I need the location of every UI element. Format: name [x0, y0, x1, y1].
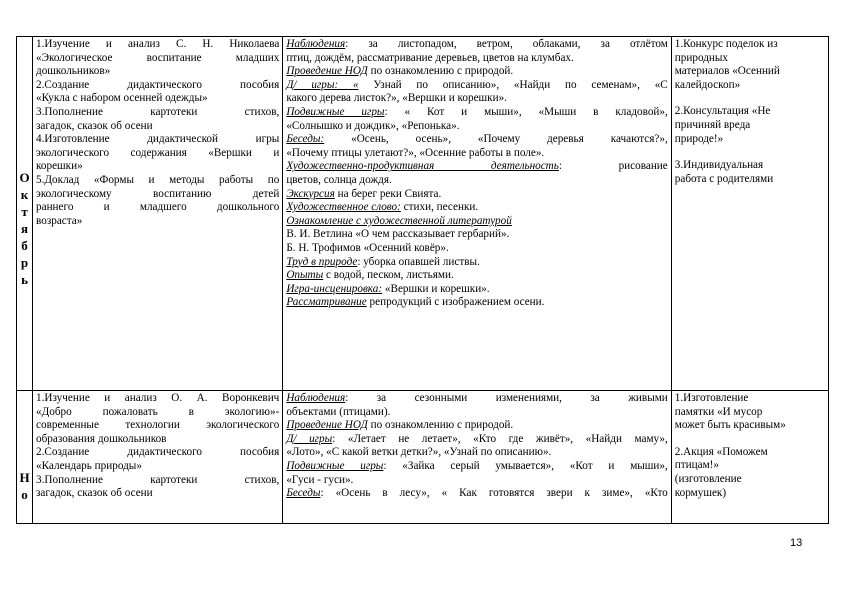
- activity-line: [286, 256, 667, 270]
- activity-text: : «Осень в лесу», « Как готовятся звери к зиме», «Кто: [320, 487, 668, 500]
- activity-text: : рисование: [558, 160, 668, 173]
- activity-keyword: Беседы: [286, 487, 321, 500]
- month-letter: Н: [19, 470, 30, 485]
- family-line: 1.Конкурс поделок из: [674, 38, 778, 50]
- activities-cell-november: [283, 391, 671, 524]
- activity-line: [286, 419, 667, 433]
- plan-line: 2.Создание дидактического пособия: [36, 78, 280, 91]
- plan-line: 2.Создание дидактического пособия: [36, 446, 280, 459]
- activity-text: репродукций с изображением осени.: [366, 296, 545, 309]
- family-cell-november: [671, 391, 828, 524]
- activity-line: [286, 147, 667, 161]
- activity-line: [286, 392, 667, 406]
- activity-line: [286, 296, 667, 310]
- plan-line: образования дошкольников: [36, 432, 167, 445]
- activity-line: [286, 38, 667, 52]
- activity-keyword: Рассматривание: [286, 296, 367, 309]
- activity-keyword: Наблюдения: [286, 392, 346, 404]
- plan-line: «Добро пожаловать в экологию»-: [36, 405, 280, 418]
- activity-line: [286, 188, 667, 202]
- activity-line: [286, 215, 667, 229]
- family-line: 1.Изготовление: [674, 392, 749, 404]
- plan-line: современные технологии экологического: [36, 419, 280, 432]
- plan-line: «Экологическое воспитание младших: [36, 51, 280, 64]
- family-line: материалов «Осенний: [674, 65, 780, 78]
- plan-line: раннего и младшего дошкольного: [36, 201, 280, 214]
- activity-text: стихи, песенки.: [400, 201, 479, 214]
- activity-keyword: Подвижные игры: [286, 459, 384, 472]
- plan-cell-november: [33, 391, 283, 524]
- activity-text: : « Кот и мыши», «Мыши в кладовой»,: [384, 105, 668, 118]
- plan-line: 5.Доклад «Формы и методы работы по: [36, 173, 280, 186]
- activity-text: «Осень, осень», «Почему деревья качаются?»,: [324, 133, 668, 146]
- family-line: работа с родителями: [674, 172, 774, 185]
- activity-keyword: Подвижные игры: [286, 105, 385, 118]
- family-line: природных: [674, 51, 729, 64]
- plan-line: загадок, сказок об осени: [36, 487, 153, 500]
- activity-line: [286, 242, 667, 256]
- activity-text: Б. Н. Трофимов «Осенний ковёр».: [286, 241, 449, 254]
- activity-text: : «Зайка серый умывается», «Кот и мыши»,: [383, 459, 668, 472]
- activity-text: В. И. Ветлина «О чем рассказывает гербарий».: [286, 228, 510, 241]
- family-line: калейдоскоп»: [674, 78, 741, 91]
- activity-line: [286, 65, 667, 79]
- month-cell-november: [17, 391, 33, 524]
- family-line: природе!»: [674, 132, 724, 145]
- activity-keyword: Проведение НОД: [286, 419, 368, 432]
- activity-line: [286, 79, 667, 93]
- family-spacer: [675, 92, 825, 105]
- activity-line: [286, 160, 667, 174]
- family-line: памятки «И мусор: [674, 405, 763, 418]
- activity-text: : «Летает не летает», «Кто где живёт», «Найди маму»,: [332, 432, 668, 445]
- activity-text: «Гуси - гуси».: [286, 473, 354, 486]
- activity-keyword: Опыты: [286, 269, 324, 282]
- activity-line: [286, 474, 667, 488]
- activity-line: [286, 446, 667, 460]
- plan-line: 1.Изучение и анализ С. Н. Николаева: [36, 38, 280, 50]
- plan-line: 1.Изучение и анализ О. А. Воронкевич: [36, 392, 280, 404]
- activity-text: «Солнышко и дождик», «Репонька».: [286, 119, 460, 132]
- month-letter: к: [20, 187, 29, 202]
- activity-line: [286, 460, 667, 474]
- month-letter: о: [21, 487, 28, 502]
- activity-text: с водой, песком, листьями.: [323, 269, 454, 282]
- activity-line: [286, 201, 667, 215]
- activity-line: [286, 487, 667, 501]
- month-letter: т: [21, 204, 28, 219]
- activity-line: [286, 228, 667, 242]
- activity-keyword: Д/ игры: [286, 432, 333, 445]
- activity-keyword: Труд в природе: [286, 255, 358, 268]
- activity-keyword: Беседы:: [286, 133, 325, 146]
- plan-line: загадок, сказок об осени: [36, 119, 153, 132]
- plan-line: возраста»: [36, 214, 83, 227]
- activity-line: [286, 433, 667, 447]
- family-line: (изготовление: [674, 472, 742, 485]
- plan-line: экологическому воспитанию детей: [36, 187, 280, 200]
- activity-text: «Вершки и корешки».: [382, 282, 490, 295]
- activity-text: по ознакомлению с природой.: [367, 65, 514, 78]
- activity-keyword: Художественное слово:: [286, 201, 401, 214]
- activity-text: «Лото», «С какой ветки детки?», «Узнай по описанию».: [286, 446, 552, 459]
- activity-keyword: Наблюдения: [286, 38, 346, 50]
- activity-line: [286, 283, 667, 297]
- plan-line: «Календарь природы»: [36, 459, 142, 472]
- month-cell-october: [17, 37, 33, 391]
- table-row-october: [17, 37, 829, 391]
- month-letter: б: [21, 238, 28, 253]
- month-letter: О: [19, 170, 30, 185]
- activity-text: на берег реки Свията.: [334, 187, 442, 200]
- activity-keyword: Проведение НОД: [286, 65, 368, 78]
- family-line: кормушек): [674, 486, 727, 499]
- month-letter: ь: [21, 272, 28, 287]
- activity-line: [286, 406, 667, 420]
- plan-line: корешки»: [36, 160, 83, 173]
- activity-text: по ознакомлению с природой.: [367, 419, 514, 432]
- activity-line: [286, 269, 667, 283]
- plan-line: 4.Изготовление дидактической игры: [36, 133, 280, 146]
- activity-text: : уборка опавшей листвы.: [357, 255, 480, 268]
- page-number: 13: [790, 537, 803, 549]
- family-cell-october: [671, 37, 828, 391]
- activity-text: какого дерева листок?», «Вершки и корешки».: [286, 92, 507, 105]
- family-line: причиняй вреда: [674, 118, 751, 131]
- family-line: 2.Консультация «Не: [674, 105, 771, 118]
- plan-line: 3.Пополнение картотеки стихов,: [36, 105, 280, 118]
- table-row-november: [17, 391, 829, 524]
- plan-table: [16, 36, 829, 524]
- family-spacer: [675, 146, 825, 159]
- activity-text: объектами (птицами).: [286, 405, 391, 418]
- plan-line: «Кукла с набором осенней одежды»: [36, 92, 208, 105]
- activity-text: : за сезонными изменениями, за живыми: [345, 392, 668, 404]
- activity-line: [286, 120, 667, 134]
- activity-keyword: Ознакомление с художественной литературой: [286, 214, 512, 227]
- activity-line: [286, 52, 667, 66]
- plan-line: дошкольников»: [36, 65, 111, 78]
- plan-line: 3.Пополнение картотеки стихов,: [36, 473, 280, 486]
- family-line: птицам!»: [674, 459, 719, 472]
- plan-cell-october: [33, 37, 283, 391]
- activity-line: [286, 133, 667, 147]
- activity-line: [286, 92, 667, 106]
- activity-text: птиц, дождём, рассматривание деревьев, цветов на клумбах.: [286, 51, 574, 64]
- activity-keyword: Экскурсия: [286, 187, 335, 200]
- activity-text: «Почему птицы улетают?», «Осенние работы в поле».: [286, 146, 545, 159]
- plan-line: экологического содержания «Вершки и: [36, 146, 280, 159]
- activity-line: [286, 106, 667, 120]
- activity-line: [286, 174, 667, 188]
- activity-text: Узнай по описанию», «Найди по семенам», «С: [358, 78, 668, 91]
- activity-keyword: Д/ игры: «: [286, 78, 359, 91]
- activity-text: цветов, солнца дождя.: [286, 173, 392, 186]
- family-line: 2.Акция «Поможем: [674, 445, 768, 458]
- family-line: может быть красивым»: [674, 419, 786, 432]
- activity-text: : за листопадом, ветром, облаками, за отлётом: [345, 38, 668, 50]
- family-spacer: [675, 433, 825, 446]
- month-letter: я: [20, 221, 29, 236]
- activities-cell-october: [283, 37, 671, 391]
- activity-keyword: Художественно-продуктивная деятельность: [286, 160, 559, 173]
- month-letter: р: [20, 255, 29, 270]
- activity-keyword: Игра-инсценировка:: [286, 282, 383, 295]
- family-line: 3.Индивидуальная: [674, 159, 764, 172]
